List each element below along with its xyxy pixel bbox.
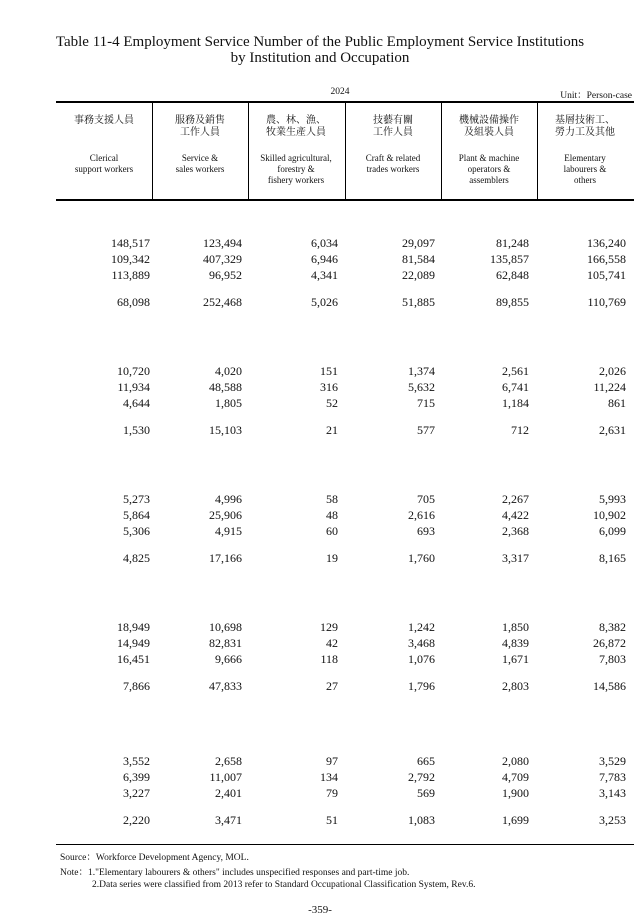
- column-header-4: [345, 103, 441, 199]
- bottom-rule: [56, 844, 634, 845]
- table-cell: 48: [326, 508, 338, 522]
- table-cell: 58: [326, 492, 338, 506]
- table-cell: 14,586: [593, 679, 626, 693]
- table-cell: 6,399: [123, 770, 150, 784]
- table-cell: 2,631: [599, 423, 626, 437]
- table-cell: 148,517: [111, 236, 150, 250]
- table-cell: 1,374: [408, 364, 435, 378]
- table-cell: 861: [608, 396, 626, 410]
- table-cell: 11,224: [593, 380, 626, 394]
- table-cell: 105,741: [587, 268, 626, 282]
- year-label: 2024: [330, 87, 350, 97]
- table-cell: 3,143: [599, 786, 626, 800]
- table-cell: 1,530: [123, 423, 150, 437]
- table-cell: 21: [326, 423, 338, 437]
- table-cell: 109,342: [111, 252, 150, 266]
- table-cell: 6,946: [311, 252, 338, 266]
- table-cell: 48,588: [209, 380, 242, 394]
- source-note: Source：Workforce Development Agency, MOL.: [60, 853, 249, 863]
- column-header-zh: 機械設備操作 及組裝人員: [459, 115, 519, 138]
- table-cell: 68,098: [117, 295, 150, 309]
- table-cell: 11,934: [117, 380, 150, 394]
- table-cell: 1,242: [408, 620, 435, 634]
- table-title-line1: Table 11-4 Employment Service Number of the Public Employment Service Institutions: [55, 34, 585, 50]
- table-cell: 113,889: [111, 268, 150, 282]
- column-header-en: Plant & machine operators & assemblers: [458, 153, 520, 185]
- table-cell: 97: [326, 754, 338, 768]
- table-cell: 51,885: [402, 295, 435, 309]
- table-cell: 5,273: [123, 492, 150, 506]
- table-cell: 17,166: [209, 551, 242, 565]
- table-cell: 4,709: [502, 770, 529, 784]
- table-cell: 1,671: [502, 652, 529, 666]
- table-cell: 27: [326, 679, 338, 693]
- column-divider: [248, 103, 249, 199]
- column-header-5: [441, 103, 537, 199]
- table-cell: 2,220: [123, 813, 150, 827]
- table-cell: 1,184: [502, 396, 529, 410]
- table-cell: 96,952: [209, 268, 242, 282]
- table-cell: 10,902: [593, 508, 626, 522]
- table-cell: 5,864: [123, 508, 150, 522]
- table-cell: 1,699: [502, 813, 529, 827]
- table-cell: 47,833: [209, 679, 242, 693]
- table-cell: 6,099: [599, 524, 626, 538]
- table-cell: 166,558: [587, 252, 626, 266]
- table-cell: 8,165: [599, 551, 626, 565]
- column-header-zh: 服務及銷售 工作人員: [175, 115, 225, 138]
- table-cell: 1,850: [502, 620, 529, 634]
- table-cell: 2,080: [502, 754, 529, 768]
- table-cell: 3,227: [123, 786, 150, 800]
- table-cell: 4,839: [502, 636, 529, 650]
- column-header-en: Elementary labourers & others: [563, 153, 607, 185]
- table-cell: 26,872: [593, 636, 626, 650]
- table-cell: 1,900: [502, 786, 529, 800]
- table-cell: 3,253: [599, 813, 626, 827]
- column-header-zh: 基層技術工、 勞力工及其他: [555, 115, 615, 138]
- column-header-en: Craft & related trades workers: [365, 153, 421, 174]
- table-cell: 10,720: [117, 364, 150, 378]
- table-cell: 9,666: [215, 652, 242, 666]
- table-cell: 5,026: [311, 295, 338, 309]
- table-cell: 316: [320, 380, 338, 394]
- table-cell: 129: [320, 620, 338, 634]
- column-header-zh: 農、林、漁、 牧業生產人員: [266, 115, 326, 138]
- table-cell: 693: [417, 524, 435, 538]
- table-cell: 89,855: [496, 295, 529, 309]
- table-cell: 1,796: [408, 679, 435, 693]
- table-cell: 7,866: [123, 679, 150, 693]
- table-cell: 4,020: [215, 364, 242, 378]
- table-cell: 151: [320, 364, 338, 378]
- column-divider: [537, 103, 538, 199]
- table-cell: 81,248: [496, 236, 529, 250]
- column-header-3: [248, 103, 344, 199]
- table-cell: 136,240: [587, 236, 626, 250]
- table-cell: 29,097: [402, 236, 435, 250]
- column-header-en: Skilled agricultural, forestry & fishery workers: [260, 153, 332, 185]
- column-header-zh: 技藝有關 工作人員: [373, 115, 413, 138]
- header-rule: [56, 199, 634, 201]
- column-header-en: Clerical support workers: [74, 153, 134, 174]
- table-cell: 665: [417, 754, 435, 768]
- table-cell: 134: [320, 770, 338, 784]
- column-header-6: [537, 103, 633, 199]
- table-cell: 1,805: [215, 396, 242, 410]
- table-cell: 2,026: [599, 364, 626, 378]
- table-cell: 42: [326, 636, 338, 650]
- table-cell: 1,083: [408, 813, 435, 827]
- table-cell: 110,769: [587, 295, 626, 309]
- table-cell: 52: [326, 396, 338, 410]
- table-cell: 7,783: [599, 770, 626, 784]
- table-cell: 2,792: [408, 770, 435, 784]
- table-cell: 7,803: [599, 652, 626, 666]
- table-cell: 5,993: [599, 492, 626, 506]
- table-cell: 4,341: [311, 268, 338, 282]
- table-cell: 2,401: [215, 786, 242, 800]
- table-cell: 79: [326, 786, 338, 800]
- table-cell: 14,949: [117, 636, 150, 650]
- table-cell: 60: [326, 524, 338, 538]
- table-cell: 16,451: [117, 652, 150, 666]
- table-cell: 3,468: [408, 636, 435, 650]
- table-cell: 569: [417, 786, 435, 800]
- column-header-1: [56, 103, 152, 199]
- table-cell: 4,644: [123, 396, 150, 410]
- table-cell: 2,658: [215, 754, 242, 768]
- table-cell: 118: [320, 652, 338, 666]
- table-cell: 62,848: [496, 268, 529, 282]
- table-cell: 2,616: [408, 508, 435, 522]
- table-cell: 22,089: [402, 268, 435, 282]
- table-cell: 1,076: [408, 652, 435, 666]
- table-cell: 3,317: [502, 551, 529, 565]
- table-title-line2: by Institution and Occupation: [230, 50, 410, 66]
- table-cell: 4,996: [215, 492, 242, 506]
- table-cell: 407,329: [203, 252, 242, 266]
- table-cell: 10,698: [209, 620, 242, 634]
- table-cell: 4,825: [123, 551, 150, 565]
- column-header-2: [152, 103, 248, 199]
- table-cell: 577: [417, 423, 435, 437]
- note-1: Note：1."Elementary labourers & others" includes unspecified responses and part-time job.: [60, 868, 410, 878]
- column-header-zh: 事務支援人員: [74, 115, 134, 126]
- table-cell: 6,741: [502, 380, 529, 394]
- table-cell: 25,906: [209, 508, 242, 522]
- note-2: 2.Data series were classified from 2013 refer to Standard Occupational Classification System, Rev.6.: [92, 880, 476, 890]
- table-cell: 4,422: [502, 508, 529, 522]
- table-cell: 2,803: [502, 679, 529, 693]
- table-cell: 252,468: [203, 295, 242, 309]
- table-cell: 19: [326, 551, 338, 565]
- unit-label: Unit：Person-case: [560, 91, 632, 101]
- table-cell: 6,034: [311, 236, 338, 250]
- table-cell: 15,103: [209, 423, 242, 437]
- table-cell: 11,007: [209, 770, 242, 784]
- table-cell: 135,857: [490, 252, 529, 266]
- table-cell: 5,632: [408, 380, 435, 394]
- table-cell: 705: [417, 492, 435, 506]
- column-header-en: Service & sales workers: [175, 153, 225, 174]
- table-cell: 2,267: [502, 492, 529, 506]
- column-divider: [345, 103, 346, 199]
- table-cell: 2,368: [502, 524, 529, 538]
- page-number: -359-: [308, 904, 332, 916]
- column-divider: [441, 103, 442, 199]
- table-cell: 712: [511, 423, 529, 437]
- table-cell: 51: [326, 813, 338, 827]
- table-cell: 4,915: [215, 524, 242, 538]
- table-cell: 2,561: [502, 364, 529, 378]
- table-cell: 123,494: [203, 236, 242, 250]
- table-cell: 1,760: [408, 551, 435, 565]
- table-cell: 3,552: [123, 754, 150, 768]
- table-cell: 8,382: [599, 620, 626, 634]
- table-cell: 715: [417, 396, 435, 410]
- table-cell: 82,831: [209, 636, 242, 650]
- table-cell: 18,949: [117, 620, 150, 634]
- table-cell: 3,529: [599, 754, 626, 768]
- column-divider: [152, 103, 153, 199]
- table-cell: 5,306: [123, 524, 150, 538]
- table-cell: 81,584: [402, 252, 435, 266]
- table-cell: 3,471: [215, 813, 242, 827]
